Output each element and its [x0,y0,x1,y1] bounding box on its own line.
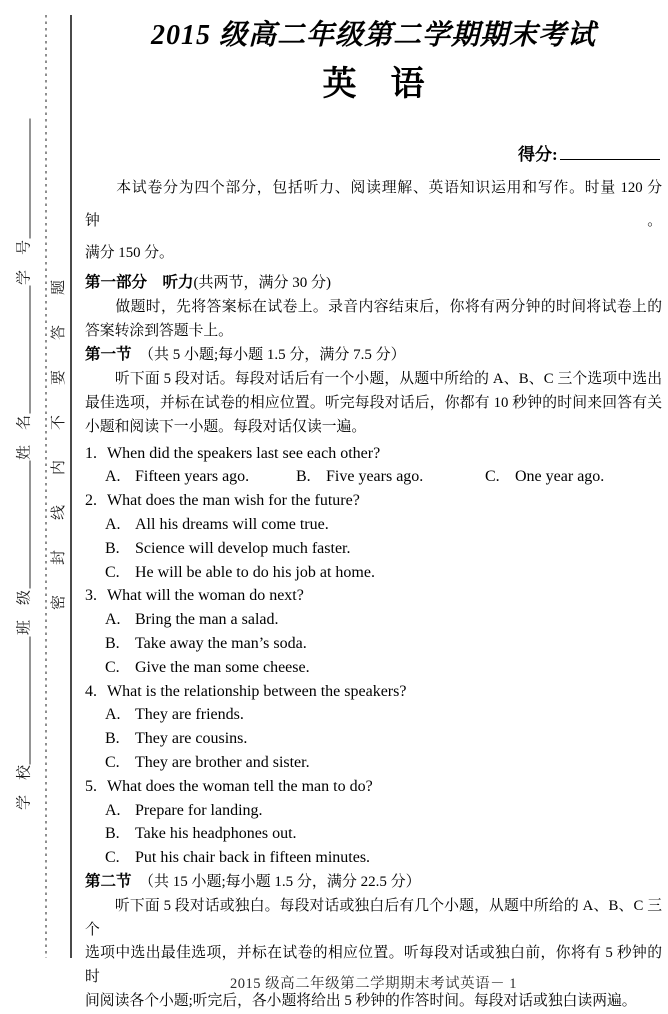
option-label: B. [105,634,120,652]
score-blank-line [560,143,660,160]
option-label: C. [105,658,120,676]
question-4 [85,680,662,775]
question-text [85,489,662,513]
question-text [85,442,662,466]
class-field-label: 班 级 [16,590,32,636]
option-label: B. [105,539,120,557]
question-number: 5. [85,777,97,795]
option-text: Five years ago. [326,468,424,486]
section1-instructions [85,368,662,439]
option-text: They are brother and sister. [135,753,310,771]
option-b [85,537,662,561]
student-info-strip [3,112,43,817]
question-stem: What will the woman do next? [107,587,304,605]
option-text: Take his headphones out. [135,825,297,843]
part1-heading [85,271,662,296]
question-number: 4. [85,682,97,700]
question-number: 2. [85,492,97,510]
question-number: 3. [85,587,97,605]
seal-warning-text: 密封线内不要答题 [51,249,67,610]
option-text: Prepare for landing. [135,801,263,819]
section1-label: 第一节 [85,346,132,364]
option-label: A. [105,515,121,533]
option-b [85,822,662,846]
main-content [85,271,662,1014]
option-label: B. [296,468,311,486]
option-text: He will be able to do his job at home. [135,563,375,581]
question-stem: When did the speakers last see each other? [107,444,381,462]
part1-heading-note: (共两节，满分 30 分) [193,275,332,291]
class-blank-line [15,461,31,589]
option-c [85,656,662,680]
name-field-label: 姓 名 [16,414,32,460]
option-text: All his dreams will come true. [135,515,329,533]
option-label: A. [105,706,121,724]
section2-heading [85,870,662,895]
option-c [85,751,662,775]
exam-intro-paragraph [85,172,662,270]
part1-heading-title: 第一部分 听力 [85,274,194,291]
section2-instructions [85,895,662,1014]
option-a [85,608,662,632]
name-blank-line [15,286,31,414]
text-line: 满分 150 分。 [85,245,174,261]
options-row [85,465,662,489]
option-a [85,513,662,537]
text-line: 答案转涂到答题卡上。 [85,322,233,339]
option-text: Put his chair back in fifteen minutes. [135,849,371,867]
option-c [485,465,604,489]
option-label: C. [105,849,120,867]
score-label: 得分: [518,145,558,164]
question-text [85,775,662,799]
option-a [85,799,662,823]
question-stem: What does the woman tell the man to do? [107,777,373,795]
text-line: 听下面 5 段对话。每段对话后有一个小题，从题中所给的 A、B、C 三个选项中选出 [85,371,662,388]
section1-heading [85,343,662,368]
option-text: They are friends. [135,706,244,724]
option-a [85,703,662,727]
option-label: A. [105,801,121,819]
option-b [85,727,662,751]
text-line: 本试卷分为四个部分，包括听力、阅读理解、英语知识运用和写作。时量 120 分钟。 [85,180,662,229]
text-line: 小题和阅读下一小题。每段对话仅读一遍。 [85,418,367,435]
question-stem: What does the man wish for the future? [107,492,360,510]
option-a [105,465,292,489]
question-1 [85,442,662,490]
part1-general-instructions [85,296,662,344]
subject-title: 英 语 [322,66,425,103]
page-footer: 2015 级高二年级第二学期期末考试英语－ 1 [230,976,517,992]
question-list [85,442,662,870]
option-label: C. [485,468,500,486]
text-line: 间阅读各个小题;听完后，各小题将给出 5 秒钟的作答时间。每段对话或独白读两遍。 [85,992,637,1009]
question-stem: What is the relationship between the speakers? [107,682,407,700]
option-label: A. [105,611,121,629]
score-row [518,140,660,165]
section2-label: 第二节 [85,872,132,890]
section2-note: （共 15 小题;每小题 1.5 分，满分 22.5 分） [131,873,421,890]
school-blank-line [15,636,31,764]
option-text: Bring the man a salad. [135,611,279,629]
section1-note: （共 5 小题;每小题 1.5 分，满分 7.5 分） [131,347,406,364]
student-number-blank-line [15,119,31,239]
option-label: C. [105,563,120,581]
option-b [296,465,481,489]
option-text: One year ago. [515,468,605,486]
option-b [85,632,662,656]
option-text: They are cousins. [135,730,248,748]
option-text: Fifteen years ago. [135,468,250,486]
text-line: 选项中选出最佳选项，并标在试卷的相应位置。听每段对话或独白前，你将有 5 秒钟的时 [85,945,662,986]
student-number-field-label: 学 号 [16,239,32,285]
question-3 [85,584,662,679]
option-label: A. [105,468,121,486]
option-c [85,561,662,585]
option-label: B. [105,730,120,748]
question-2 [85,489,662,584]
question-5 [85,775,662,870]
question-text [85,584,662,608]
question-text [85,680,662,704]
text-line: 最佳选项，并标在试卷的相应位置。听完每段对话后，你都有 10 秒钟的时间来回答有关 [85,394,662,411]
option-label: B. [105,825,120,843]
option-text: Science will develop much faster. [135,539,351,557]
option-label: C. [105,753,120,771]
school-field-label: 学 校 [16,765,32,811]
option-c [85,846,662,870]
exam-title: 2015 级高二年级第二学期期末考试 [150,20,596,51]
option-text: Give the man some cheese. [135,658,310,676]
question-number: 1. [85,444,97,462]
text-line: 做题时，先将答案标在试卷上。录音内容结束后，你将有两分钟的时间将试卷上的 [85,298,662,315]
option-text: Take away the man’s soda. [135,634,307,652]
text-line: 听下面 5 段对话或独白。每段对话或独白后有几个小题，从题中所给的 A、B、C 三个 [85,897,662,938]
